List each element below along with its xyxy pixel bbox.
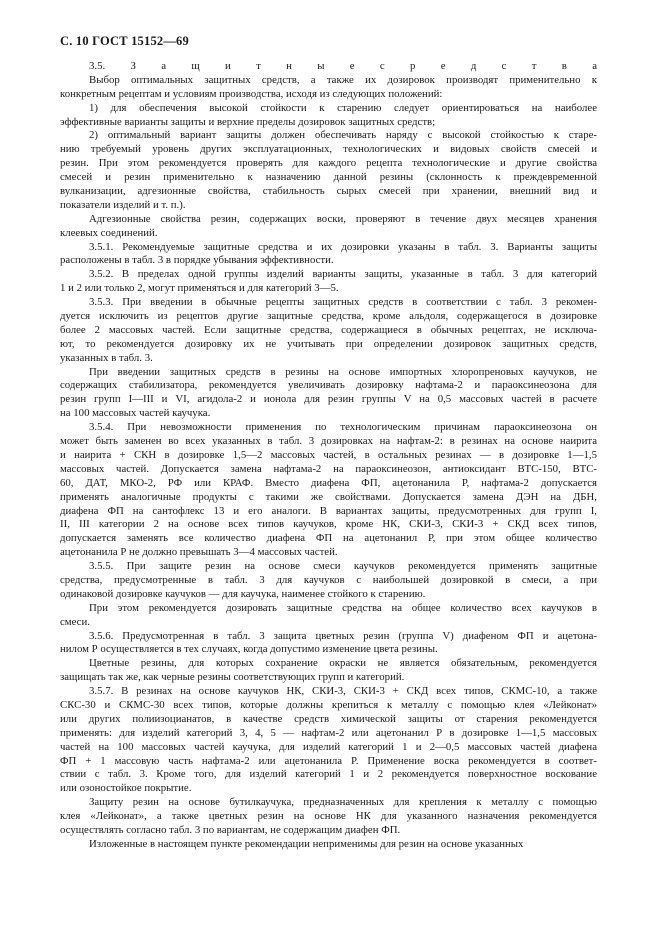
text-line: Изложенные в настоящем пункте рекомендации неприменимы для резин на основе указанных [89,837,524,850]
text-line: указанных в табл. 3. [60,351,153,364]
text-line: клеевых соединений. [60,226,158,239]
text-line: массовых частей. Допускается замена нафтама-2 на параоксинеозон, антиоксидант ВТС-150, ВТС- [60,462,597,475]
text-line: 3.5.2. В пределах одной группы изделий варианты защиты, указанные в табл. 3 для категорий [89,268,597,281]
text-line: ствии с табл. 3. Кроме того, для изделий категорий 1 и 2 рекомендуется поверхностное воскование [60,768,597,781]
text-line: эффективные варианты защиты и верхние пределы дозировок защитных средств; [60,115,436,128]
text-line: конкретным рецептам и условиям производства, исходя из следующих положений: [60,87,443,100]
section-title: 3.5. З а щ и т н ы е с р е д с т в а [89,60,597,72]
page-header: С. 10 ГОСТ 15152—69 [60,34,189,48]
text-line: осуществлять согласно табл. 3 по вариантам, не содержащим диафен ФП. [60,823,401,836]
text-line: резин. При этом рекомендуется проверять для каждого рецепта технологические и другие свойства [60,157,597,170]
text-line: 3.5.5. При защите резин на основе смеси каучуков рекомендуется применять защитные [89,560,597,573]
text-line: может быть заменен во всех указанных в табл. 3 дозировках на нафтам-2: в резинах на основе наирита [60,435,597,448]
text-line: средства, предусмотренные в табл. 3 для каучуков с наибольшей дозировкой в смеси, а при [60,573,597,586]
text-line: При введении защитных средств в резины на основе импортных хлоропреновых каучуков, не [89,365,597,378]
text-line: клея «Лейконат», а также цветных резин на основе НК для указанного назначения рекомендуется [60,810,597,823]
text-line: смесей и резин применительно к назначению данной резины (склонность к преждевременной [60,171,597,184]
text-line: диафена ФП на сантофлекс 13 и его аналоги. В вариантах защиты, предусмотренных для групп I, [60,504,597,517]
text-line: 3.5.1. Рекомендуемые защитные средства и их дозировки указаны в табл. 3. Варианты защиты [89,240,597,253]
text-line: Защиту резин на основе бутилкаучука, предназначенных для крепления к металлу с помощью [89,796,597,809]
text-line: 2) оптимальный вариант защиты должен обеспечивать наряду с высокой стойкостью к старе- [89,129,597,142]
text-line: смеси. [60,615,90,628]
text-line: ют, то рекомендуется дозировку их не учитывать при определении дозировок защитных средств, [60,337,597,350]
document-body [60,60,597,852]
text-line: допускается заменять все количество диафена ФП на ацетонанил Р, при этом общее количество [60,532,597,545]
text-line: 3.5.6. Предусмотренная в табл. 3 защита цветных резин (группа V) диафеном ФП и ацетона- [89,629,597,642]
text-line: 3.5.3. При введении в обычные рецепты защитных средств в соответствии с табл. 3 рекомен- [89,296,597,309]
text-line: более 2 массовых частей. Если защитные средства, содержащиеся в обычных рецептах, не исключа- [60,323,597,336]
text-line: на 100 массовых частей каучука. [60,407,211,420]
text-line: нию требуемый уровень других эксплуатационных, технологических и видовых свойств смесей и [60,143,597,156]
text-line: 3.5.4. При невозможности применения по технологическим причинам параоксинеозона он [89,421,597,434]
text-line: При этом рекомендуется дозировать защитные средства на общее количество всех каучуков в [89,601,597,614]
text-line: показатели изделий и т. п.). [60,198,186,211]
text-line: 3.5.7. В резинах на основе каучуков НК, СКИ-3, СКИ-3 + СКД всех типов, СКМС-10, а также [89,685,597,698]
text-line: ФП + 1 массовую часть нафтама-2 или ацетонанила Р. Применение воска рекомендуется в соответ- [60,754,597,767]
text-line: вулканизации, адгезионные свойства, стабильность сырых смесей при хранении, внешний вид и [60,185,597,198]
text-line: СКС-30 и СКМС-30 всех типов, которые должны крепиться к металлу с помощью клея «Лейконат» [60,698,597,711]
text-line: нилом Р осуществляется в тех случаях, когда допустимо изменение цвета резины. [60,643,438,656]
text-line: II, III категории 2 на основе всех типов каучуков, кроме НК, СКИ-3, СКИ-3 + СКД всех типов, [60,518,597,531]
text-line: 1 и 2 или только 2, могут применяться и для категорий 3—5. [60,282,339,295]
text-line: 60, ДАТ, МКО-2, РФ или КРАФ. Вместо диафена ФП, ацетонанила Р, нафтама-2 допускается [60,476,597,489]
text-line: или озоностойкое покрытие. [60,782,192,795]
text-line: Адгезионные свойства резин, содержащих воски, проверяют в течение двух месяцев хранения [89,212,597,225]
text-line: защищать так же, как черные резины соответствующих групп и категорий. [60,671,405,684]
text-line: содержащих стабилизатора, рекомендуется увеличивать дозировку нафтама-2 и параоксинеозона для [60,379,597,392]
text-line: и наирита + СКН в дозировке 1,5—2 массовых частей, в остальных резинах — в дозировке 1—1,5 [60,448,597,461]
text-line: частей на 100 массовых частей каучука, для изделий категорий 1 и 2—0,5 массовых частей диафена [60,740,597,753]
text-line: Выбор оптимальных защитных средств, а также их дозировок производят применительно к [89,73,597,86]
text-line: или других полиизоцианатов, в качестве средств химической защиты от старения рекомендуется [60,712,597,725]
text-line: ацетонанила Р не должно превышать 3—4 массовых частей. [60,546,338,559]
text-line: одинаковой дозировке каучуков — для каучука, наименее стойкого к старению. [60,587,426,600]
text-line: расположены в табл. 3 в порядке убывания эффективности. [60,254,334,267]
text-line: дуется исключить из рецептов другие защитные средства, кроме альдоля, содержащегося в дозировке [60,310,597,323]
text-line: применять аналогичные продукты с такими же свойствами. Допускается замена ДЭН на ДБН, [60,490,597,503]
text-line: 1) для обеспечения высокой стойкости к старению следует ориентироваться на наиболее [89,101,597,114]
text-line: резин групп I—III и VI, агидола-2 и ионола для резин группы V на 0,5 массовых частей в расчете [60,393,597,406]
text-line: применять: для изделий категорий 3, 4, 5 — нафтам-2 или ацетонанил Р в дозировке 1—1,5 массовых [60,726,597,739]
text-line: Цветные резины, для которых сохранение окраски не является обязательным, рекомендуется [89,657,597,670]
